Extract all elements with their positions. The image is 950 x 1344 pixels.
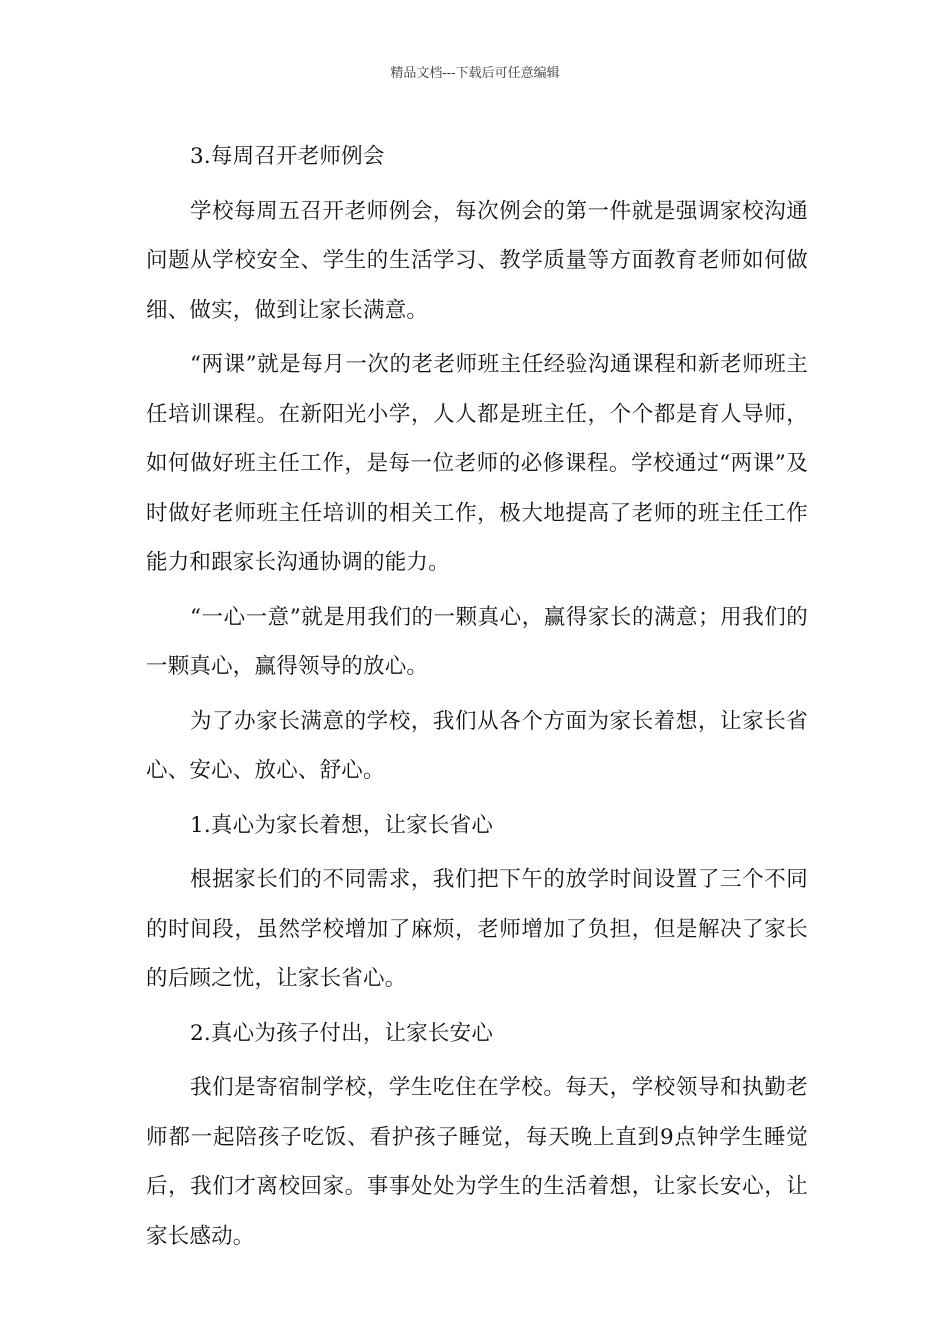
- section-heading-1: 1.真心为家长着想，让家长省心: [190, 812, 494, 838]
- section-heading-3: 3.每周召开老师例会: [190, 144, 385, 169]
- paragraph-satisfied-school: 为了办家长满意的学校，我们从各个方面为家长着想，让家长省心、安心、放心、舒心。: [146, 708, 808, 783]
- section-heading-2: 2.真心为孩子付出，让家长安心: [190, 1020, 494, 1046]
- paragraph-one-heart: “一心一意”就是用我们的一颗真心，赢得家长的满意；用我们的一颗真心，赢得领导的放心。: [146, 604, 808, 679]
- page-header: 精品文档---下载后可任意编辑: [390, 66, 560, 81]
- paragraph-teacher-meeting: 学校每周五召开老师例会，每次例会的第一件就是强调家校沟通问题从学校安全、学生的生活学习、教学质量等方面教育老师如何做细、做实，做到让家长满意。: [146, 198, 808, 323]
- paragraph-two-courses: “两课”就是每月一次的老老师班主任经验沟通课程和新老师班主任培训课程。在新阳光小学，人人都是班主任，个个都是育人导师，如何做好班主任工作，是每一位老师的必修课程。学校通过“两课”及时做好老师班主任培训的相关工作，极大地提高了老师的班主任工作能力和跟家长沟通协调的能力。: [146, 352, 808, 575]
- document-body: [146, 132, 808, 1261]
- paragraph-boarding-school: 我们是寄宿制学校，学生吃住在学校。每天，学校领导和执勤老师都一起陪孩子吃饭、看护孩子睡觉，每天晚上直到9点钟学生睡觉后，我们才离校回家。事事处处为学生的生活着想，让家长安心，让家长感动。: [146, 1075, 808, 1249]
- paragraph-dismissal-times: 根据家长们的不同需求，我们把下午的放学时间设置了三个不同的时间段，虽然学校增加了麻烦，老师增加了负担，但是解决了家长的后顾之忧，让家长省心。: [146, 867, 808, 991]
